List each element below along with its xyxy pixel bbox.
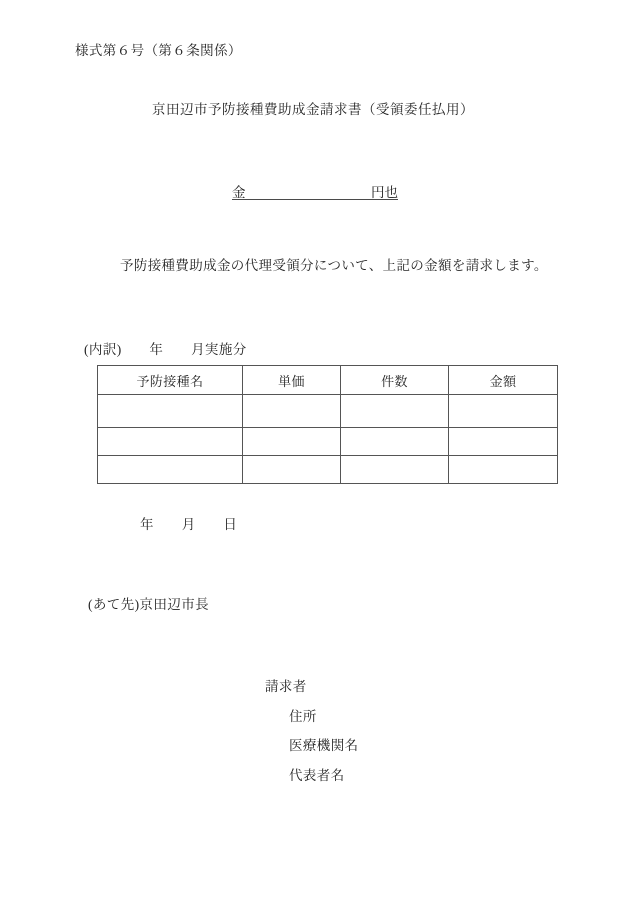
date-line[interactable]: 年 月 日 <box>140 517 238 532</box>
form-number: 様式第６号（第６条関係） <box>75 43 242 58</box>
amount-field[interactable] <box>232 180 398 200</box>
cell-vaccine-name[interactable] <box>98 428 243 456</box>
column-header-count: 件数 <box>341 366 449 395</box>
column-header-amount: 金額 <box>449 366 558 395</box>
cell-amount[interactable] <box>449 428 558 456</box>
cell-count[interactable] <box>341 395 449 428</box>
table-row <box>98 395 558 428</box>
cell-amount[interactable] <box>449 395 558 428</box>
table-row <box>98 428 558 456</box>
signature-institution-label: 医療機関名 <box>289 738 359 753</box>
amount-prefix-label: 金 <box>232 185 246 200</box>
signature-address-label: 住所 <box>289 708 317 724</box>
signature-representative-label: 代表者名 <box>289 767 345 783</box>
column-header-vaccine-name: 予防接種名 <box>98 366 243 395</box>
cell-vaccine-name[interactable] <box>98 456 243 484</box>
addressee-label: (あて先)京田辺市長 <box>88 597 209 612</box>
amount-suffix-label: 円也 <box>371 185 398 200</box>
cell-vaccine-name[interactable] <box>98 395 243 428</box>
column-header-unit-price: 単価 <box>243 366 341 395</box>
signature-claimant-label: 請求者 <box>265 679 307 694</box>
table-row <box>98 456 558 484</box>
cell-count[interactable] <box>341 428 449 456</box>
cell-unit-price[interactable] <box>243 456 341 484</box>
cell-amount[interactable] <box>449 456 558 484</box>
table-header-row <box>98 366 558 395</box>
document-title: 京田辺市予防接種費助成金請求書（受領委任払用） <box>152 102 474 117</box>
cell-unit-price[interactable] <box>243 395 341 428</box>
breakdown-table <box>97 365 558 484</box>
request-statement: 予防接種費助成金の代理受領分について、上記の金額を請求します。 <box>120 258 548 273</box>
cell-count[interactable] <box>341 456 449 484</box>
cell-unit-price[interactable] <box>243 428 341 456</box>
signature-block <box>265 680 359 782</box>
breakdown-label: (内訳) 年 月実施分 <box>84 342 247 357</box>
